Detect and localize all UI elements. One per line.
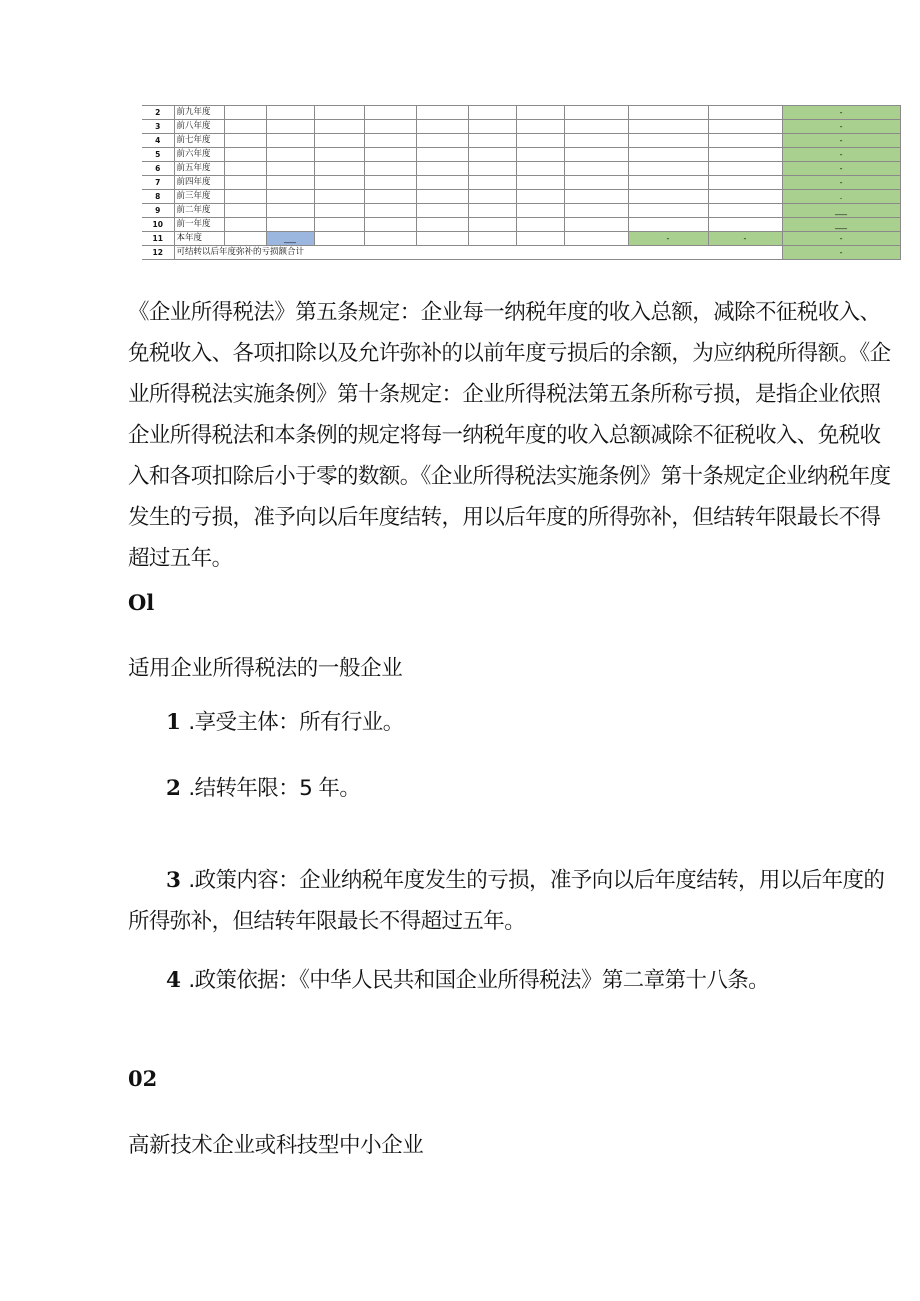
table-row: 3 前八年度 - [142,120,900,134]
section2-title: 高新技术企业或科技型中小企业 [128,1133,424,1158]
list-item: 3 .政策内容：企业纳税年度发生的亏损，准予向以后年度结转，用以后年度的所得弥补，但结转年限最长不得超过五年。 [128,868,885,934]
section2-heading: 02 [128,1066,158,1091]
section1-title: 适用企业所得税法的一般企业 [128,656,403,681]
table-row: 5 前六年度 - [142,148,900,162]
table-row: 8 前三年度 . [142,190,900,204]
list-item: 1 .享受主体：所有行业。 [166,710,404,735]
list-item: 2 .结转年限：5 年。 [166,776,361,801]
table-row: 6 前五年度 - [142,162,900,176]
table-row: 7 前四年度 - [142,176,900,190]
intro-paragraph: 《企业所得税法》第五条规定：企业每一纳税年度的收入总额，减除不征税收入、免税收入、各项扣除以及允许弥补的以前年度亏损后的余额，为应纳税所得额。《企业所得税法实施条例》第十条规定：企业所得税法第五条所称亏损，是指企业依照企业所得税法和本条例的规定将每一纳税年度的收入总额减除不征税收入、免税收入和各项扣除后小于零的数额。《企业所得税法实施条例》第十条规定企业纳税年度发生的亏损，准予向以后年度结转，用以后年度的所得弥补，但结转年限最长不得超过五年。 [128,300,891,571]
section1-heading: Ol [128,590,155,615]
table-row: 11 本年度 ___ - - - [142,232,900,246]
list-item: 4 .政策依据：《中华人民共和国企业所得税法》第二章第十八条。 [166,968,770,993]
table-row: 10 前一年度 ___ [142,218,900,232]
loss-carryforward-table [142,105,901,260]
table-row: 2 前九年度 - [142,106,900,120]
table-row: 9 前二年度 ___ [142,204,900,218]
table-row: 12 可结转以后年度弥补的亏损额合计 - [142,246,900,260]
table-row: 4 前七年度 - [142,134,900,148]
